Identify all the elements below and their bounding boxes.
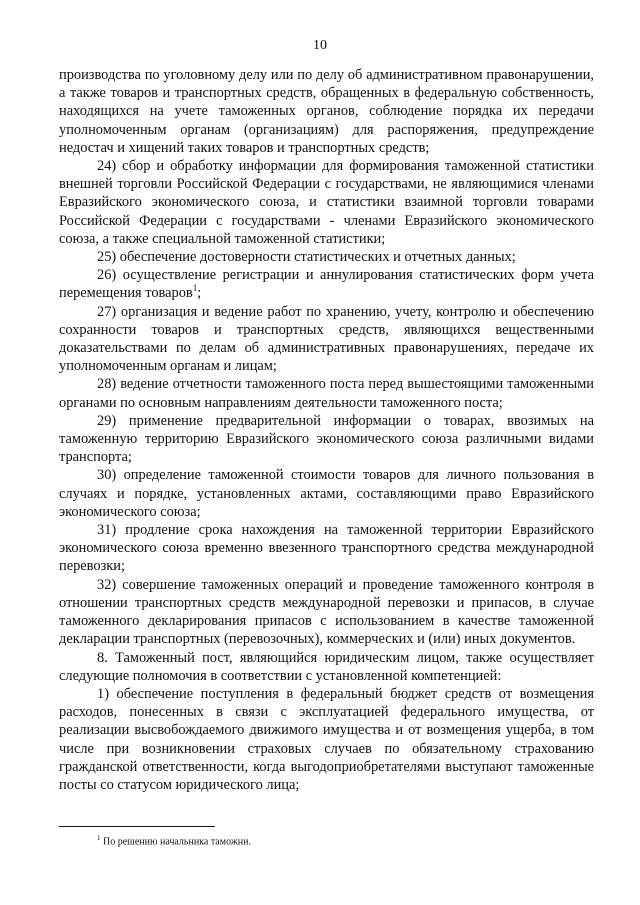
section-8-item-1: 1) обеспечение поступления в федеральный бюджет средств от возмещения расходов, понесенных в связи с эксплуатацией федерального имущества, от реализации высвобождаемого движимого имущества и от возмещения ущерба, в том числе при возникновении страховых случаев по обязательному страхованию гражданской ответственности, когда выгодоприобретателями выступают таможенные посты со статусом юридического лица; — [59, 685, 594, 793]
paragraph-item-24: 24) сбор и обработку информации для формирования таможенной статистики внешней торговли Российской Федерации с государствами, не являющимися членами Евразийского экономического союза, и статистики взаимной торговли товарами Российской Федерации с государствами - членами Евразийского экономического союза, а также специальной таможенной статистики; — [59, 158, 594, 247]
document-body — [59, 66, 594, 794]
section-8-intro: 8. Таможенный пост, являющийся юридическим лицом, также осуществляет следующие полномочия в соответствии с установленной компетенцией: — [59, 649, 594, 684]
paragraph-item-28: 28) ведение отчетности таможенного поста перед вышестоящими таможенными органами по основным направлениям деятельности таможенного поста; — [59, 376, 594, 411]
paragraph-continuation: производства по уголовному делу или по делу об административном правонарушении, а также товаров и транспортных средств, обращенных в федеральную собственность, находящихся на учете таможенных органов, соблюдение порядка их передачи уполномоченным органам (организациям) для распоряжения, предупреждение недостач и хищений таких товаров и транспортных средств; — [59, 67, 594, 156]
paragraph-item-30: 30) определение таможенной стоимости товаров для личного пользования в случаях и порядке, установленных актами, составляющими право Евразийского экономического союза; — [59, 467, 594, 520]
paragraph-item-29: 29) применение предварительной информации о товарах, ввозимых на таможенную территорию Евразийского экономического союза различными видами транспорта; — [59, 412, 594, 466]
paragraph-item-25: 25) обеспечение достоверности статистических и отчетных данных; — [97, 249, 516, 266]
footnote-divider — [59, 826, 215, 827]
footnote-reference: 1 — [192, 283, 198, 294]
paragraph-item-26-tail: ; — [197, 285, 202, 302]
paragraph-item-26-text: 26) осуществление регистрации и аннулирования статистических форм учета перемещения товаров — [59, 267, 594, 302]
footnote-marker: 1 — [97, 834, 101, 842]
paragraph-item-31: 31) продление срока нахождения на таможенной территории Евразийского экономического союза временно ввезенного транспортного средства международной перевозки; — [59, 522, 594, 575]
paragraph-item-32: 32) совершение таможенных операций и проведение таможенного контроля в отношении транспортных средств международной перевозки и припасов, в случае таможенного декларирования припасов с использованием в качестве таможенной декларации транспортных (перевозочных), коммерческих и (или) иных документов. — [59, 576, 594, 648]
page-number: 10 — [313, 38, 327, 53]
paragraph-item-27: 27) организация и ведение работ по хранению, учету, контролю и обеспечению сохранности товаров и транспортных средств, являющихся вещественными доказательствами по делам об административных правонарушениях, передаче их уполномоченным органам и лицам; — [59, 303, 594, 375]
footnote — [97, 832, 251, 848]
paragraph-item-26 — [59, 266, 594, 302]
footnote-text: По решению начальника таможни. — [103, 836, 251, 848]
